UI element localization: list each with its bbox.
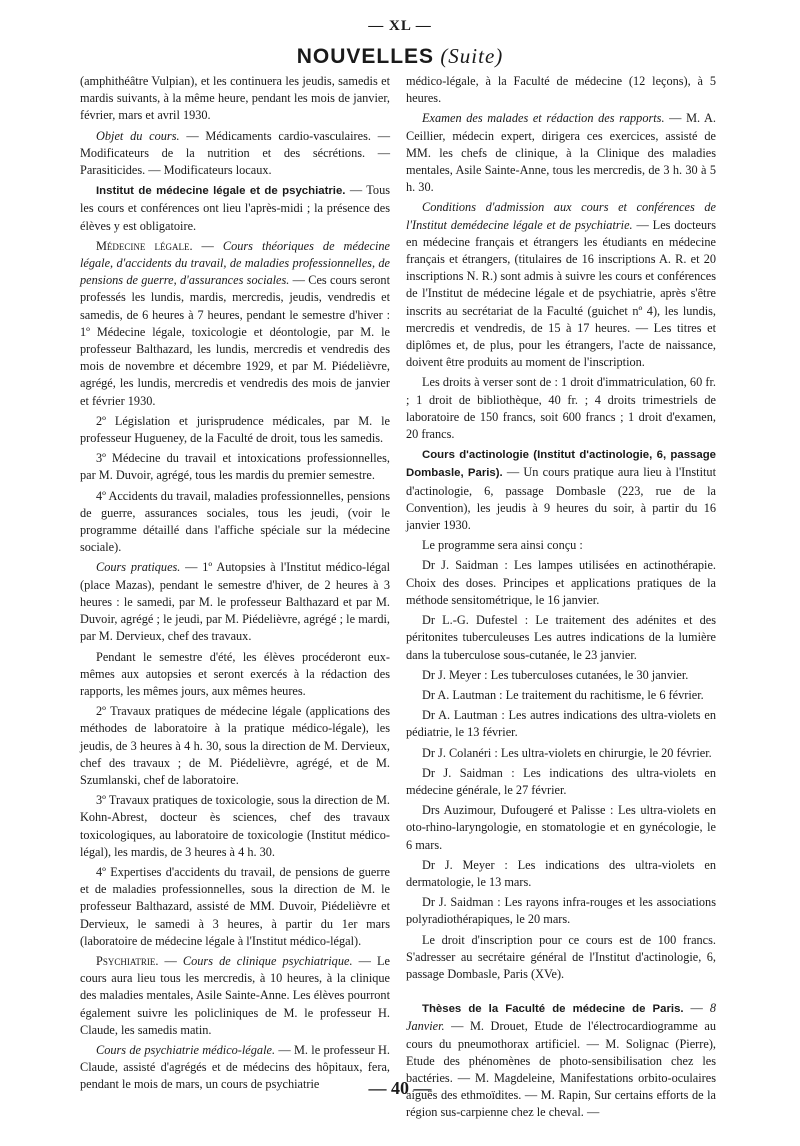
- page-roman-numeral: — XL —: [368, 18, 432, 34]
- paragraph: Pendant le semestre d'été, les élèves procéderont eux-mêmes aux autopsies et seront exercés à la rédaction des rapports, les mêmes jours, aux mêmes heures.: [80, 649, 390, 698]
- paragraph-text: — M. A. Ceillier, médecin expert, dirigera ces exercices, assisté de MM. les chefs de clinique, à la Clinique des maladies mentales, Asile Sainte-Anne, tous les mercredis, de 3 h. 30 à 5 h. 30.: [406, 111, 716, 195]
- paragraph: Dr J. Saidman : Les lampes utilisées en actinothérapie. Choix des doses. Principes et applications pratiques de la méthode sensitométrique, le 16 janvier.: [406, 558, 716, 607]
- paragraph-lead: Médecine légale.: [96, 238, 193, 253]
- paragraph: [406, 1000, 716, 1121]
- paragraph-text: — Tous les cours et conférences ont lieu l'après-midi ; la présence des élèves y est obligatoire.: [80, 183, 390, 233]
- paragraph-lead: Institut de médecine légale et de psychiatrie.: [96, 185, 346, 198]
- paragraph-lead: Cours pratiques.: [96, 560, 181, 575]
- paragraph-lead: Conditions d'admission aux cours et conférences de l'Institut demédecine légale et de psychiatrie.: [406, 200, 716, 232]
- right-column: [406, 73, 716, 1120]
- section-title-text: NOUVELLES: [296, 45, 435, 68]
- section-title: [0, 44, 800, 69]
- paragraph: [80, 559, 390, 645]
- paragraph: (amphithéâtre Vulpian), et les continuera les jeudis, samedis et mardis suivants, à la même heure, pendant les mois de janvier, février, mars et avril 1930.: [80, 74, 390, 123]
- left-column: [80, 73, 390, 1092]
- paragraph-lead: Cours de psychiatrie médico-légale.: [96, 1042, 276, 1057]
- paragraph-text: — M. Drouet, Etude de l'électrocardiogramme au cours du pneumothorax artificiel. — M. Solignac (Pierre), Etude des phénomènes de photo-sensibilisation chez les bactéries. — M. Magdeleine, Manifestations orbito-oculaires aiguës des ethmoïdites. — M. Rapin, Sur certains efforts de la région sus-carpienne chez le cheval. —: [406, 1019, 716, 1120]
- paragraph: [406, 446, 716, 534]
- paragraph: 3º Travaux pratiques de toxicologie, sous la direction de M. Kohn-Abrest, docteur ès sciences, chef des travaux toxicologiques, au laboratoire de toxicologie (Institut médico-légal), les mardis, de 3 heures à 4 h. 30.: [80, 793, 390, 859]
- paragraph: Dr J. Saidman : Les rayons infra-rouges et les associations polyradiothérapiques, le 20 mars.: [406, 895, 716, 927]
- paragraph-text: — Ces cours seront professés les lundis, mardis, mercredis, jeudis, vendredis et samedis, de 6 heures à 7 heures, pendant le semestre d'hiver : 1º Médecine légale, toxicologie et déontologie, par M. le professeur Balthazard, les lundis, mercredis et vendredis des mois de novembre et décembre 1929, et par M. Piédelièvre, agrégé, les lundis, mercredis et vendredis des mois de janvier et février 1930.: [80, 273, 390, 408]
- paragraph: [80, 128, 390, 180]
- paragraph-lead: Psychiatrie.: [96, 953, 159, 968]
- paragraph-dash: —: [192, 238, 223, 253]
- section-spacer: [406, 986, 716, 1000]
- paragraph-dash: —: [158, 953, 183, 968]
- paragraph: Le programme sera ainsi conçu :: [422, 538, 583, 553]
- paragraph-text: — Médicaments cardio-vasculaires. — Modificateurs de la nutrition et des sécrétions. — Parasiticides. — Modificateurs locaux.: [80, 128, 390, 178]
- paragraph: [80, 182, 390, 235]
- paragraph: médico-légale, à la Faculté de médecine (12 leçons), à 5 heures.: [406, 74, 716, 106]
- paragraph: Le droit d'inscription pour ce cours est de 100 francs. S'adresser au secrétaire général de l'Institut d'actinologie, 6, passage Dombasle, Paris (XVe).: [406, 932, 716, 981]
- paragraph: Dr A. Lautman : Les autres indications des ultra-violets en pédiatrie, le 13 février.: [406, 708, 716, 740]
- paragraph-lead: Objet du cours.: [96, 128, 180, 143]
- page-number: — 40 —: [368, 1078, 432, 1098]
- paragraph-dash: —: [683, 1001, 710, 1016]
- paragraph: 3º Médecine du travail et intoxications professionnelles, par M. Duvoir, agrégé, tous les mardis du premier semestre.: [80, 451, 390, 483]
- paragraph: 4º Accidents du travail, maladies professionnelles, pensions de guerre, assurances sociales, tous les jeudi, (voir le programme détaillé dans l'affiche spéciale sur la médecine sociale).: [80, 488, 390, 555]
- paragraph: Dr J. Meyer : Les tuberculoses cutanées, le 30 janvier.: [422, 667, 689, 682]
- paragraph: 2º Législation et jurisprudence médicales, par M. le professeur Hugueney, de la Faculté de droit, tous les samedis.: [80, 413, 390, 446]
- paragraph-date: 8 Janvier.: [406, 1001, 716, 1034]
- paragraph-text: — Les docteurs en médecine français et étrangers les étudiants en médecine français et étrangers, (titulaires de 16 inscriptions A. R. et 20 inscriptions N. R.) sont admis à suivre les cours et conférences de l'Institut de médecine légale et de psychiatrie, après s'être inscrits au secrétariat de la Faculté (guichet nº 4), les lundis, mercredis et vendredis, de 15 à 17 heures. — Les titres et diplômes et, de plus, pour les étrangers, l'acte de naissance, doivent être produits au moment de l'inscription.: [406, 217, 716, 370]
- paragraph-text: — Le cours aura lieu tous les mercredis, à 10 heures, à la clinique des maladies mentales, Asile Sainte-Anne. Les élèves pourront également suivre les policliniques de M. le professeur H. Claude, les samedis matin.: [80, 953, 390, 1037]
- paragraph: [406, 110, 716, 196]
- paragraph: [80, 238, 390, 410]
- paragraph-text: — M. le professeur H. Claude, assisté d'agrégés et de médecins des hôpitaux, fera, pendant le mois de mars, un cours de psychiatrie: [80, 1042, 390, 1092]
- paragraph-lead: Examen des malades et rédaction des rapports.: [422, 111, 665, 126]
- paragraph: Dr J. Meyer : Les indications des ultra-violets en dermatologie, le 13 mars.: [406, 857, 716, 889]
- paragraph: Dr L.-G. Dufestel : Le traitement des adénites et des péritonites tuberculeuses Les autres indications de la lumière dans la tuberculose sous-cutanée, le 23 janvier.: [406, 613, 716, 662]
- section-subtitle: (Suite): [440, 44, 504, 68]
- paragraph-lead: Cours d'actinologie (Institut d'actinologie, 6, passage Dombasle, Paris).: [406, 449, 716, 480]
- paragraph-lead: Thèses de la Faculté de médecine de Paris.: [422, 1003, 684, 1016]
- paragraph: Dr A. Lautman : Le traitement du rachitisme, le 6 février.: [422, 687, 704, 702]
- paragraph: [406, 199, 716, 371]
- paragraph-italic: Cours théoriques de médecine légale, d'accidents du travail, de maladies professionnelles, de pensions de guerre, d'assurances sociales.: [80, 238, 390, 288]
- paragraph-text: — 1º Autopsies à l'Institut médico-légal (place Mazas), pendant le semestre d'hiver, de 2 heures à 3 heures : le samedi, par M. le professeur Balthazard et par M. Duvoir, agrégé ; le jeudi, par M. Piédelièvre, agrégé ; le mardi, par M. Dervieux, chef des travaux.: [80, 560, 390, 644]
- paragraph: Dr J. Saidman : Les indications des ultra-violets en médecine générale, le 27 février.: [406, 765, 716, 797]
- paragraph: 4º Expertises d'accidents du travail, de pensions de guerre et de maladies professionnelles, sous la direction de M. le professeur Balthazard, assisté de MM. Duvoir, Piédelièvre et Dervieux, le samedi à 3 heures, à partir du 1er mars (laboratoire de médecine légale à l'Institut médico-légal).: [80, 864, 390, 948]
- paragraph: [80, 953, 390, 1039]
- paragraph: 2º Travaux pratiques de médecine légale (applications des méthodes de laboratoire à la pratique médico-légale), les jeudis, de 3 heures à 4 h. 30, sous la direction de M. Dervieux, chef des travaux ; de M. Piédelièvre, agrégé, et de M. Szumlanski, chef de laboratoire.: [80, 704, 390, 787]
- paragraph: Les droits à verser sont de : 1 droit d'immatriculation, 60 fr. ; 1 droit de bibliothèque, 40 fr. ; 4 droits trimestriels de laboratoire de 150 francs, soit 600 francs ; 1 droit d'examen, 20 francs.: [406, 375, 716, 442]
- paragraph: Dr J. Colanéri : Les ultra-violets en chirurgie, le 20 février.: [422, 745, 712, 760]
- paragraph-italic: Cours de clinique psychiatrique.: [182, 953, 353, 968]
- paragraph: Drs Auzimour, Dufougeré et Palisse : Les ultra-violets en oto-rhino-laryngologie, en stomatologie et en gynécologie, le 6 mars.: [406, 803, 716, 852]
- paragraph-text: — Un cours pratique aura lieu à l'Institut d'actinologie, 6, passage Dombasle (223, rue de la Convention), les jeudis à 9 heures du soir, à partir du 16 janvier 1930.: [406, 465, 716, 533]
